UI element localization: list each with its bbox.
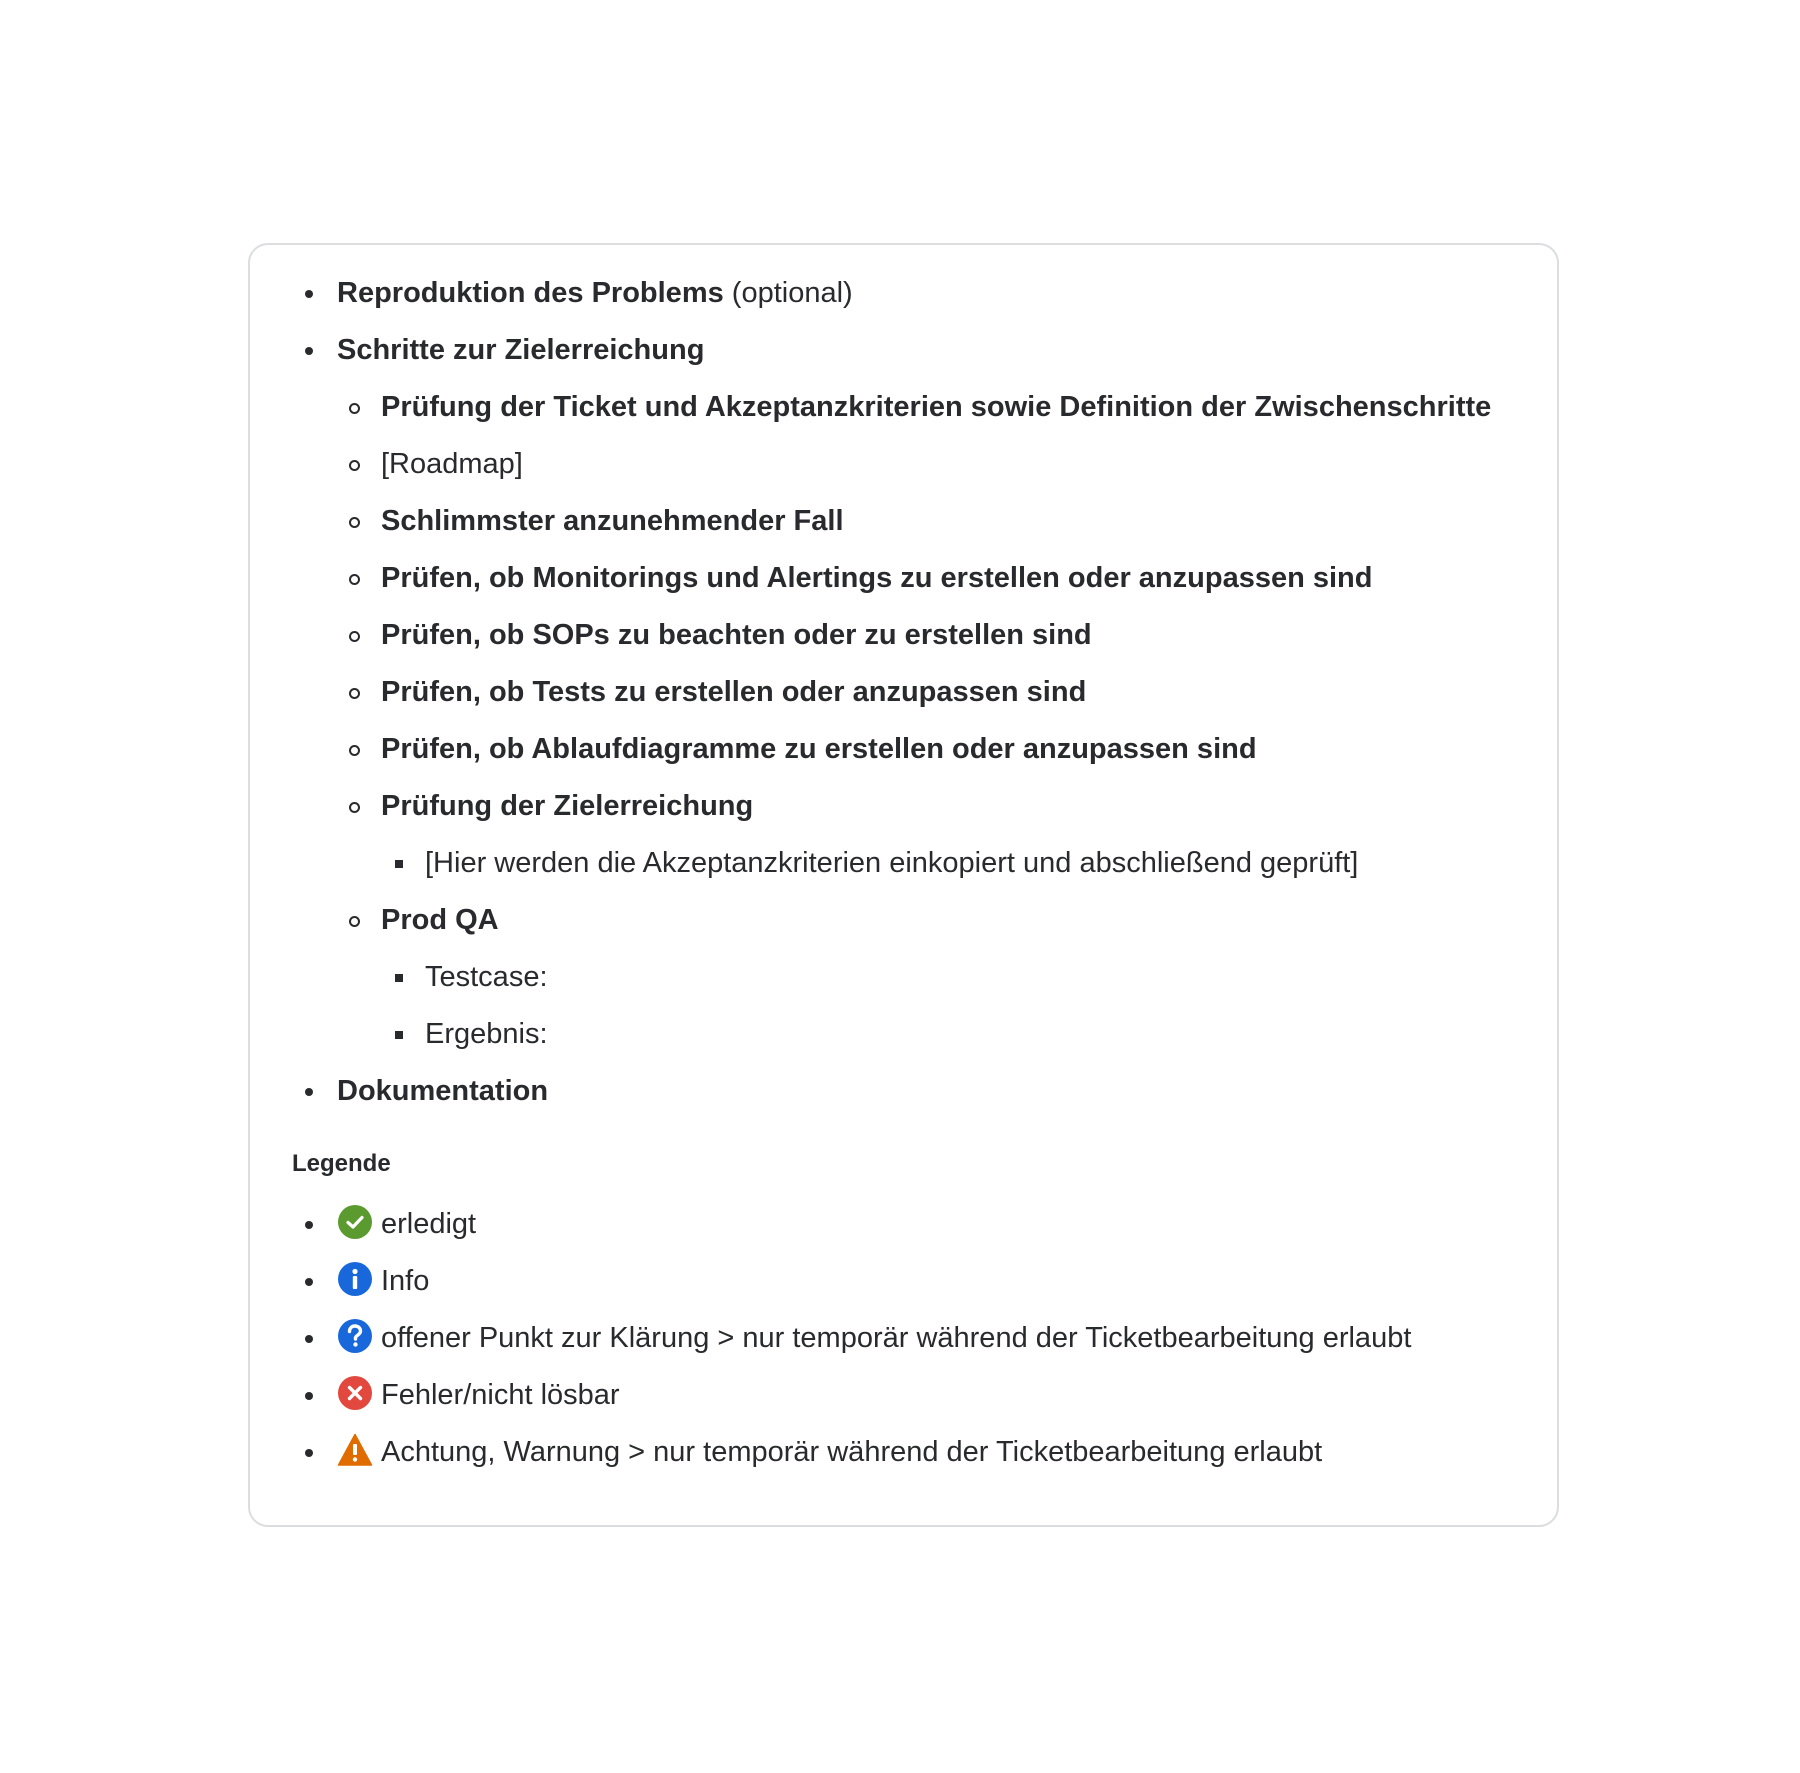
steps-title: Schritte zur Zielerreichung xyxy=(337,334,705,366)
bullet xyxy=(349,460,360,471)
step-label: Prüfung der Ticket und Akzeptanzkriterien sowie Definition der Zwischenschritte xyxy=(381,391,1492,423)
prod-qa-sublist xyxy=(381,949,1527,1063)
bullet xyxy=(395,1031,403,1039)
step-label: Prüfen, ob Ablaufdiagramme zu erstellen oder anzupassen sind xyxy=(381,733,1257,765)
legend-heading: Legende xyxy=(292,1150,391,1177)
step-label: Schlimmster anzunehmender Fall xyxy=(381,505,844,537)
step-label: Prüfen, ob Monitorings und Alertings zu erstellen oder anzupassen sind xyxy=(381,562,1373,594)
list-item xyxy=(337,493,1527,550)
main-list xyxy=(292,265,1527,1120)
list-item-reproduction xyxy=(292,265,1527,322)
legend-item-error xyxy=(292,1367,1527,1424)
error-icon xyxy=(337,1375,373,1411)
bullet xyxy=(305,290,313,298)
list-item xyxy=(337,379,1527,436)
bullet xyxy=(349,688,360,699)
step-sublabel: [Hier werden die Akzeptanzkriterien einkopiert und abschließend geprüft] xyxy=(425,847,1359,879)
step-label: Prüfen, ob SOPs zu beachten oder zu erstellen sind xyxy=(381,619,1092,651)
bullet xyxy=(349,802,360,813)
legend-item-done xyxy=(292,1196,1527,1253)
legend-label: Info xyxy=(381,1265,430,1297)
list-item xyxy=(381,1006,1527,1063)
info-icon xyxy=(337,1261,373,1297)
legend-item-warning xyxy=(292,1424,1527,1481)
list-item xyxy=(381,835,1527,892)
reproduction-title: Reproduktion des Problems xyxy=(337,277,724,309)
question-icon xyxy=(337,1318,373,1354)
legend-label: erledigt xyxy=(381,1208,477,1240)
bullet xyxy=(305,1335,313,1343)
step-label: [Roadmap] xyxy=(381,448,523,480)
bullet xyxy=(305,1278,313,1286)
legend-label: offener Punkt zur Klärung > nur temporär während der Ticketbearbeitung erlaubt xyxy=(381,1322,1412,1354)
bullet xyxy=(395,974,403,982)
documentation-title: Dokumentation xyxy=(337,1075,549,1107)
check-icon xyxy=(337,1204,373,1240)
reproduction-note: (optional) xyxy=(723,277,853,309)
legend-item-info xyxy=(292,1253,1527,1310)
bullet xyxy=(305,1449,313,1457)
bullet xyxy=(305,1221,313,1229)
list-item xyxy=(337,721,1527,778)
warning-icon xyxy=(337,1432,373,1468)
list-item xyxy=(337,664,1527,721)
legend-item-question xyxy=(292,1310,1527,1367)
step-sublabel: Testcase: xyxy=(425,961,548,993)
step-label: Prüfung der Zielerreichung xyxy=(381,790,754,822)
list-item xyxy=(337,550,1527,607)
list-item xyxy=(337,892,1527,1063)
bullet xyxy=(305,1088,313,1096)
list-item xyxy=(381,949,1527,1006)
bullet xyxy=(349,916,360,927)
bullet xyxy=(349,745,360,756)
step-label: Prüfen, ob Tests zu erstellen oder anzupassen sind xyxy=(381,676,1087,708)
bullet xyxy=(349,517,360,528)
legend-label: Fehler/nicht lösbar xyxy=(381,1379,620,1411)
bullet xyxy=(349,403,360,414)
legend-label: Achtung, Warnung > nur temporär während der Ticketbearbeitung erlaubt xyxy=(381,1436,1323,1468)
bullet xyxy=(305,1392,313,1400)
list-item-documentation xyxy=(292,1063,1527,1120)
bullet xyxy=(305,347,313,355)
bullet xyxy=(395,860,403,868)
legend-list xyxy=(292,1196,1527,1481)
bullet xyxy=(349,574,360,585)
list-item xyxy=(337,778,1527,892)
step-label: Prod QA xyxy=(381,904,499,936)
list-item xyxy=(337,436,1527,493)
list-item-steps xyxy=(292,322,1527,1063)
bullet xyxy=(349,631,360,642)
steps-sublist xyxy=(337,379,1527,1063)
list-item xyxy=(337,607,1527,664)
step-sublabel: Ergebnis: xyxy=(425,1018,548,1050)
document-panel xyxy=(248,243,1559,1527)
goal-check-sublist xyxy=(381,835,1527,892)
